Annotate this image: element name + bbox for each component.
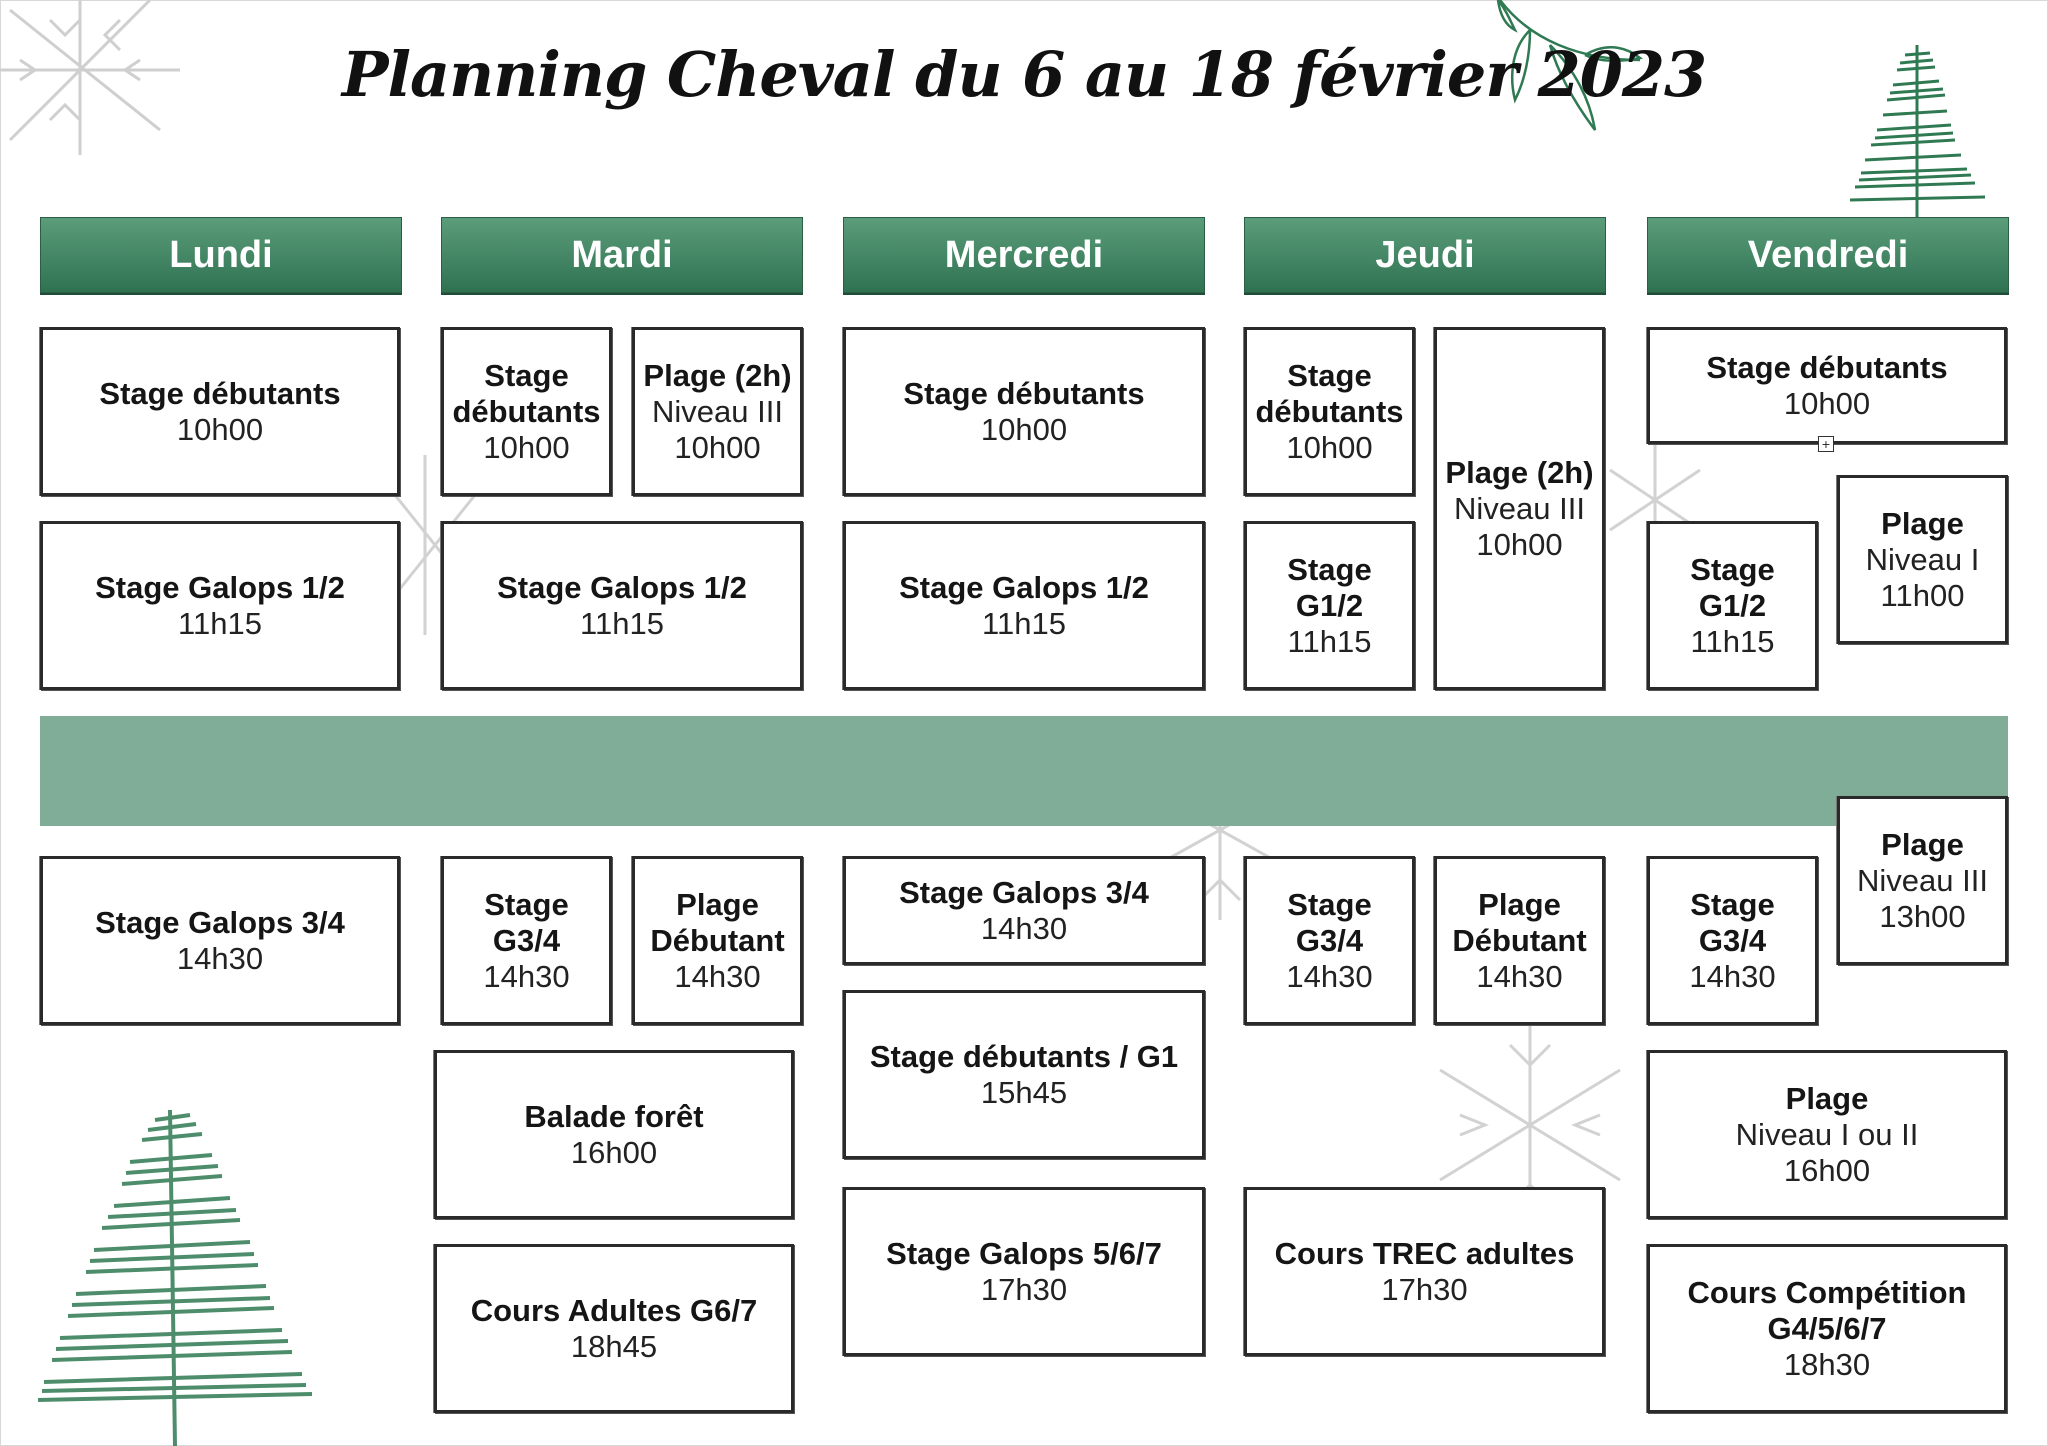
session-vendredi-g3-4 [1647, 856, 1818, 1025]
session-time: 10h00 [674, 429, 761, 465]
session-title-line1: Stage [1287, 357, 1372, 393]
session-time: 15h45 [980, 1074, 1068, 1110]
session-vendredi-plage-niveau-1 [1837, 475, 2008, 644]
session-mardi-g3-4 [441, 856, 612, 1025]
session-time: 14h30 [1286, 958, 1373, 994]
session-title: Stage Galops 1/2 [95, 569, 345, 605]
session-title: Plage [1785, 1080, 1869, 1116]
session-title: Plage (2h) [1445, 454, 1594, 490]
day-header-vendredi: Vendredi [1647, 217, 2009, 293]
session-lundi-galops-1-2 [40, 521, 400, 690]
session-title-line1: Stage [1690, 886, 1775, 922]
session-jeudi-trec-adultes [1244, 1187, 1605, 1356]
session-mardi-plage-debutant [632, 856, 803, 1025]
session-level: Niveau I ou II [1735, 1116, 1919, 1152]
session-mercredi-debutants [843, 327, 1205, 496]
session-title-line2: G3/4 [1698, 922, 1767, 958]
session-mardi-plage [632, 327, 803, 496]
session-title: Stage débutants [99, 375, 341, 411]
session-mercredi-debutants-g1 [843, 990, 1205, 1159]
session-title-line1: Plage [676, 886, 759, 922]
session-title-line1: Plage [1478, 886, 1561, 922]
session-mardi-adultes-g6-7 [434, 1244, 794, 1413]
session-time: 11h15 [580, 605, 664, 641]
session-time: 11h00 [1880, 577, 1965, 613]
session-time: 10h00 [176, 411, 264, 447]
session-title-line1: Stage [1287, 886, 1372, 922]
session-title: Stage Galops 1/2 [497, 569, 747, 605]
session-lundi-debutants [40, 327, 400, 496]
day-header-mardi: Mardi [441, 217, 803, 293]
session-level: Niveau III [1857, 862, 1988, 898]
session-time: 10h00 [483, 429, 570, 465]
session-title: Plage [1881, 505, 1964, 541]
session-jeudi-g3-4 [1244, 856, 1415, 1025]
day-header-mercredi: Mercredi [843, 217, 1205, 293]
session-title: Cours Adultes G6/7 [470, 1292, 758, 1328]
session-jeudi-plage [1434, 327, 1605, 690]
session-time: 14h30 [1476, 958, 1563, 994]
session-time: 10h00 [1476, 526, 1563, 562]
session-title-line1: Stage [1690, 551, 1775, 587]
session-title-line2: Débutant [650, 922, 785, 958]
expand-icon[interactable]: + [1818, 436, 1834, 452]
session-mercredi-galops-1-2 [843, 521, 1205, 690]
session-time: 14h30 [483, 958, 570, 994]
session-title: Stage débutants [1706, 349, 1948, 385]
session-title: Plage [1881, 826, 1964, 862]
session-mardi-debutants [441, 327, 612, 496]
session-mercredi-galops-3-4 [843, 856, 1205, 965]
session-title: Stage Galops 5/6/7 [886, 1235, 1162, 1271]
session-time: 18h45 [570, 1328, 658, 1364]
session-vendredi-debutants [1647, 327, 2007, 444]
session-title-line1: Stage [1287, 551, 1372, 587]
session-time: 14h30 [674, 958, 761, 994]
session-time: 16h00 [1783, 1152, 1871, 1188]
christmas-tree-decoration-bottom-left [30, 1100, 320, 1446]
session-title: Stage Galops 3/4 [95, 904, 345, 940]
session-title: Stage Galops 3/4 [899, 874, 1149, 910]
session-title-line2: G1/2 [1698, 587, 1767, 623]
session-jeudi-g1-2 [1244, 521, 1415, 690]
session-time: 10h00 [1783, 385, 1871, 421]
page-title: Planning Cheval du 6 au 18 février 2023 [341, 38, 1707, 111]
session-title-line2: G3/4 [1295, 922, 1364, 958]
session-title-line1: Stage [484, 357, 569, 393]
session-title-line2: G1/2 [1295, 587, 1364, 623]
session-title-line1: Cours Compétition [1687, 1274, 1967, 1310]
session-time: 11h15 [178, 605, 262, 641]
session-time: 11h15 [982, 605, 1066, 641]
session-time: 17h30 [1381, 1271, 1468, 1307]
day-header-jeudi: Jeudi [1244, 217, 1606, 293]
session-vendredi-plage-niveau-1-2 [1647, 1050, 2007, 1219]
session-time: 14h30 [980, 910, 1068, 946]
session-time: 11h15 [1690, 623, 1775, 659]
session-vendredi-competition [1647, 1244, 2007, 1413]
session-title-line2: G3/4 [492, 922, 561, 958]
session-time: 14h30 [176, 940, 264, 976]
session-level: Niveau I [1865, 541, 1980, 577]
session-title: Stage débutants [903, 375, 1145, 411]
session-time: 17h30 [980, 1271, 1068, 1307]
session-title: Plage (2h) [643, 357, 792, 393]
session-jeudi-debutants [1244, 327, 1415, 496]
session-title-line2: débutants [1255, 393, 1404, 429]
session-title-line1: Stage [484, 886, 569, 922]
session-mardi-galops-1-2 [441, 521, 803, 690]
session-jeudi-plage-debutant [1434, 856, 1605, 1025]
session-time: 16h00 [570, 1134, 658, 1170]
session-mercredi-galops-5-6-7 [843, 1187, 1205, 1356]
session-title: Stage Galops 1/2 [899, 569, 1149, 605]
session-time: 10h00 [1286, 429, 1373, 465]
lunch-break-band [40, 716, 2008, 826]
session-title-line2: Débutant [1452, 922, 1587, 958]
session-title: Cours TREC adultes [1274, 1235, 1575, 1271]
session-time: 18h30 [1783, 1346, 1871, 1382]
session-vendredi-plage-niveau-3 [1837, 796, 2008, 965]
session-vendredi-g1-2 [1647, 521, 1818, 690]
session-time: 13h00 [1879, 898, 1966, 934]
session-title: Stage débutants / G1 [869, 1038, 1179, 1074]
day-header-lundi: Lundi [40, 217, 402, 293]
session-title-line2: G4/5/6/7 [1767, 1310, 1887, 1346]
session-title-line2: débutants [452, 393, 601, 429]
session-title: Balade forêt [524, 1098, 704, 1134]
session-time: 10h00 [980, 411, 1068, 447]
session-time: 11h15 [1287, 623, 1372, 659]
session-lundi-galops-3-4 [40, 856, 400, 1025]
session-time: 14h30 [1689, 958, 1776, 994]
session-level: Niveau III [652, 393, 783, 429]
session-mardi-balade-foret [434, 1050, 794, 1219]
session-level: Niveau III [1454, 490, 1585, 526]
